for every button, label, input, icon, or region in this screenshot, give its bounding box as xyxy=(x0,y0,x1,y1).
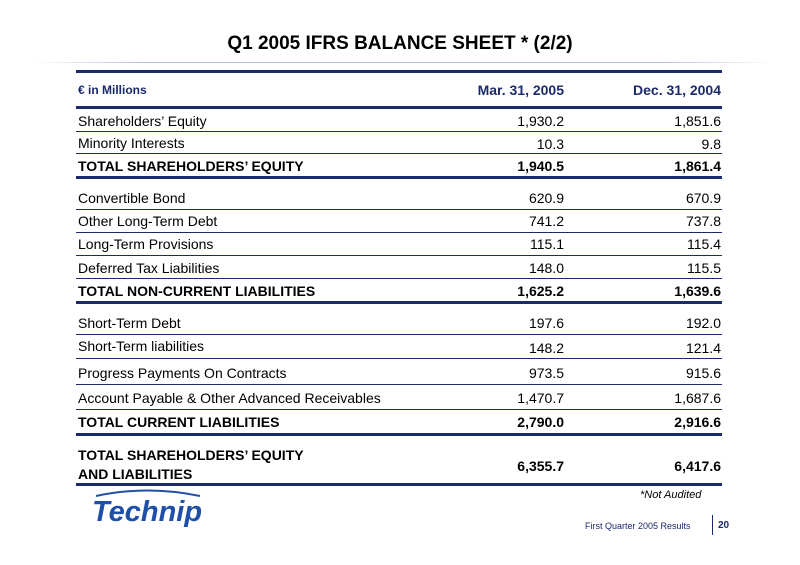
row-label: Short-Term liabilities xyxy=(78,338,205,354)
column-header-dec-2004: Dec. 31, 2004 xyxy=(633,82,721,98)
row-divider xyxy=(76,131,722,132)
row-label: Minority Interests xyxy=(78,135,185,151)
total-label: TOTAL CURRENT LIABILITIES xyxy=(78,414,280,430)
row-label: Account Payable & Other Advanced Receivables xyxy=(78,390,381,406)
row-divider xyxy=(76,384,722,385)
total-label: TOTAL NON-CURRENT LIABILITIES xyxy=(78,283,316,299)
page-title: Q1 2005 IFRS BALANCE SHEET * (2/2) xyxy=(227,33,573,54)
logo-wordmark: Technip xyxy=(92,496,202,527)
table-bottom-rule xyxy=(76,483,722,486)
row-value-mar: 1,930.2 xyxy=(517,113,564,129)
row-divider xyxy=(76,358,722,359)
total-value-dec: 1,639.6 xyxy=(674,283,721,299)
column-header-mar-2005: Mar. 31, 2005 xyxy=(477,82,564,98)
section-rule xyxy=(76,301,722,304)
total-value-mar: 2,790.0 xyxy=(517,414,564,430)
row-value-dec: 670.9 xyxy=(685,190,721,206)
row-label: Deferred Tax Liabilities xyxy=(78,260,220,276)
row-value-dec: 915.6 xyxy=(685,365,721,381)
row-value-dec: 115.5 xyxy=(687,260,721,276)
row-divider xyxy=(76,409,722,410)
row-divider xyxy=(76,232,722,233)
row-value-mar: 148.2 xyxy=(528,340,564,356)
row-divider xyxy=(76,153,722,154)
row-value-mar: 148.0 xyxy=(528,260,564,276)
row-value-mar: 620.9 xyxy=(528,190,564,206)
technip-logo xyxy=(92,487,202,527)
header-top-rule xyxy=(76,70,722,73)
grand-total-label-line2: AND LIABILITIES xyxy=(78,466,193,482)
row-divider xyxy=(76,209,722,210)
row-label: Other Long-Term Debt xyxy=(78,213,218,229)
row-value-mar: 115.1 xyxy=(530,236,564,252)
total-value-dec: 1,861.4 xyxy=(674,158,721,174)
row-value-mar: 741.2 xyxy=(528,213,564,229)
row-label: Shareholders’ Equity xyxy=(78,113,207,129)
unit-label: € in Millions xyxy=(78,83,147,97)
total-value-dec: 2,916.6 xyxy=(674,414,721,430)
title-divider xyxy=(30,62,775,63)
row-value-dec: 192.0 xyxy=(685,315,721,331)
total-value-mar: 1,940.5 xyxy=(517,158,564,174)
not-audited-note: *Not Audited xyxy=(640,489,702,501)
row-divider xyxy=(76,278,722,279)
row-divider xyxy=(76,334,722,335)
row-value-dec: 9.8 xyxy=(701,136,721,152)
row-label: Short-Term Debt xyxy=(78,315,181,331)
row-value-dec: 121.4 xyxy=(685,340,721,356)
row-value-mar: 10.3 xyxy=(536,136,564,152)
row-divider xyxy=(76,255,722,256)
section-rule xyxy=(76,433,722,436)
row-value-dec: 737.8 xyxy=(685,213,721,229)
row-value-mar: 973.5 xyxy=(528,365,564,381)
section-rule xyxy=(76,176,722,179)
row-value-dec: 1,687.6 xyxy=(674,390,721,406)
grand-total-value-dec: 6,417.6 xyxy=(674,458,721,474)
row-value-mar: 197.6 xyxy=(528,315,564,331)
total-label: TOTAL SHAREHOLDERS’ EQUITY xyxy=(78,158,304,174)
row-label: Convertible Bond xyxy=(78,190,186,206)
row-value-dec: 1,851.6 xyxy=(674,113,721,129)
row-label: Progress Payments On Contracts xyxy=(78,365,287,381)
row-label: Long-Term Provisions xyxy=(78,236,214,252)
grand-total-value-mar: 6,355.7 xyxy=(517,458,564,474)
grand-total-label-line1: TOTAL SHAREHOLDERS’ EQUITY xyxy=(78,447,304,463)
footer-separator xyxy=(712,515,713,535)
header-bottom-rule xyxy=(76,106,722,109)
total-value-mar: 1,625.2 xyxy=(517,283,564,299)
page-number: 20 xyxy=(718,520,730,531)
row-value-mar: 1,470.7 xyxy=(517,390,564,406)
footer-text: First Quarter 2005 Results xyxy=(585,521,691,531)
row-value-dec: 115.4 xyxy=(687,236,721,252)
